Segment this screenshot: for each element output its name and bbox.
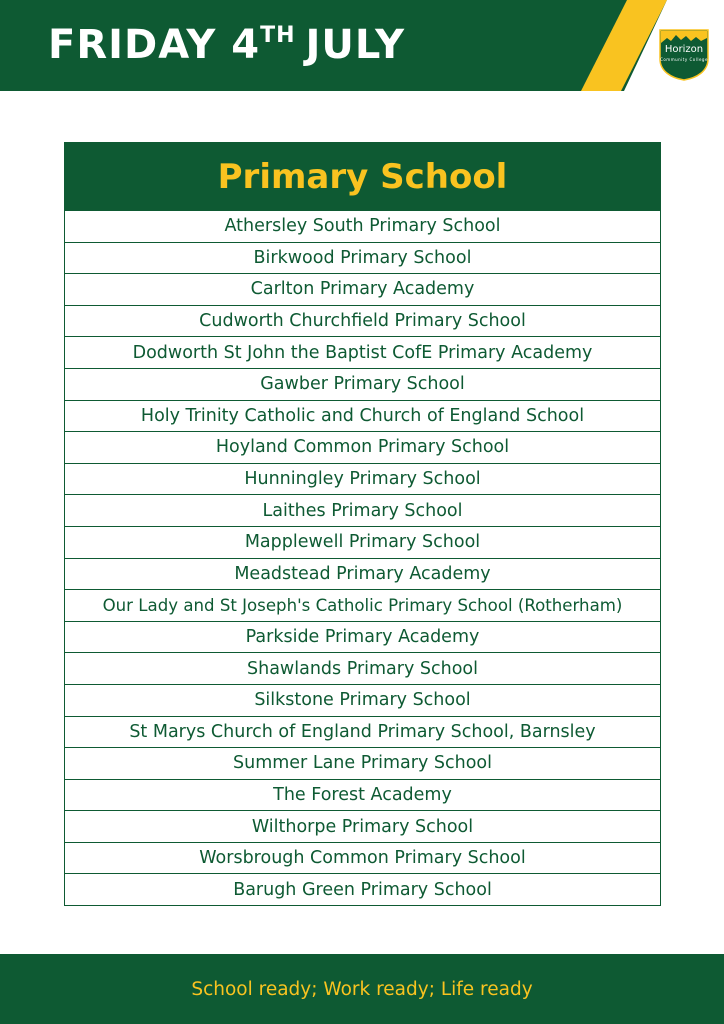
page-footer [0, 954, 724, 1024]
table-heading-label: Primary School [217, 156, 508, 197]
title-ordinal-suffix: TH [260, 23, 296, 48]
table-row: Gawber Primary School [65, 369, 660, 401]
table-row: Mapplewell Primary School [65, 527, 660, 559]
title-day: FRIDAY 4 [48, 22, 261, 68]
table-row: St Marys Church of England Primary School, Barnsley [65, 717, 660, 749]
title-month: JULY [305, 22, 406, 68]
table-row: Meadstead Primary Academy [65, 559, 660, 591]
table-row: Dodworth St John the Baptist CofE Primary Academy [65, 337, 660, 369]
table-row: Summer Lane Primary School [65, 748, 660, 780]
crest-shield-icon [659, 29, 709, 81]
table-row: Worsbrough Common Primary School [65, 843, 660, 875]
table-row: Silkstone Primary School [65, 685, 660, 717]
table-row: Wilthorpe Primary School [65, 811, 660, 843]
table-row: Laithes Primary School [65, 495, 660, 527]
primary-school-table [64, 142, 661, 906]
table-row: Shawlands Primary School [65, 653, 660, 685]
table-row: Our Lady and St Joseph's Catholic Primary School (Rotherham) [65, 590, 660, 622]
page-title [48, 18, 405, 79]
table-row: Hoyland Common Primary School [65, 432, 660, 464]
table-row: Carlton Primary Academy [65, 274, 660, 306]
footer-motto: School ready; Work ready; Life ready [191, 978, 533, 1000]
crest-subtitle: Community College [660, 57, 708, 62]
school-list [64, 211, 661, 906]
table-row: Holy Trinity Catholic and Church of England School [65, 401, 660, 433]
table-row: Athersley South Primary School [65, 211, 660, 243]
table-row: Cudworth Churchfield Primary School [65, 306, 660, 338]
table-row: Birkwood Primary School [65, 243, 660, 275]
table-row: Barugh Green Primary School [65, 874, 660, 906]
page-header [0, 0, 724, 91]
crest-name: Horizon [664, 44, 704, 55]
table-row: Parkside Primary Academy [65, 622, 660, 654]
table-row: Hunningley Primary School [65, 464, 660, 496]
horizon-crest-icon [659, 29, 709, 81]
table-row: The Forest Academy [65, 780, 660, 812]
table-heading [64, 142, 661, 211]
